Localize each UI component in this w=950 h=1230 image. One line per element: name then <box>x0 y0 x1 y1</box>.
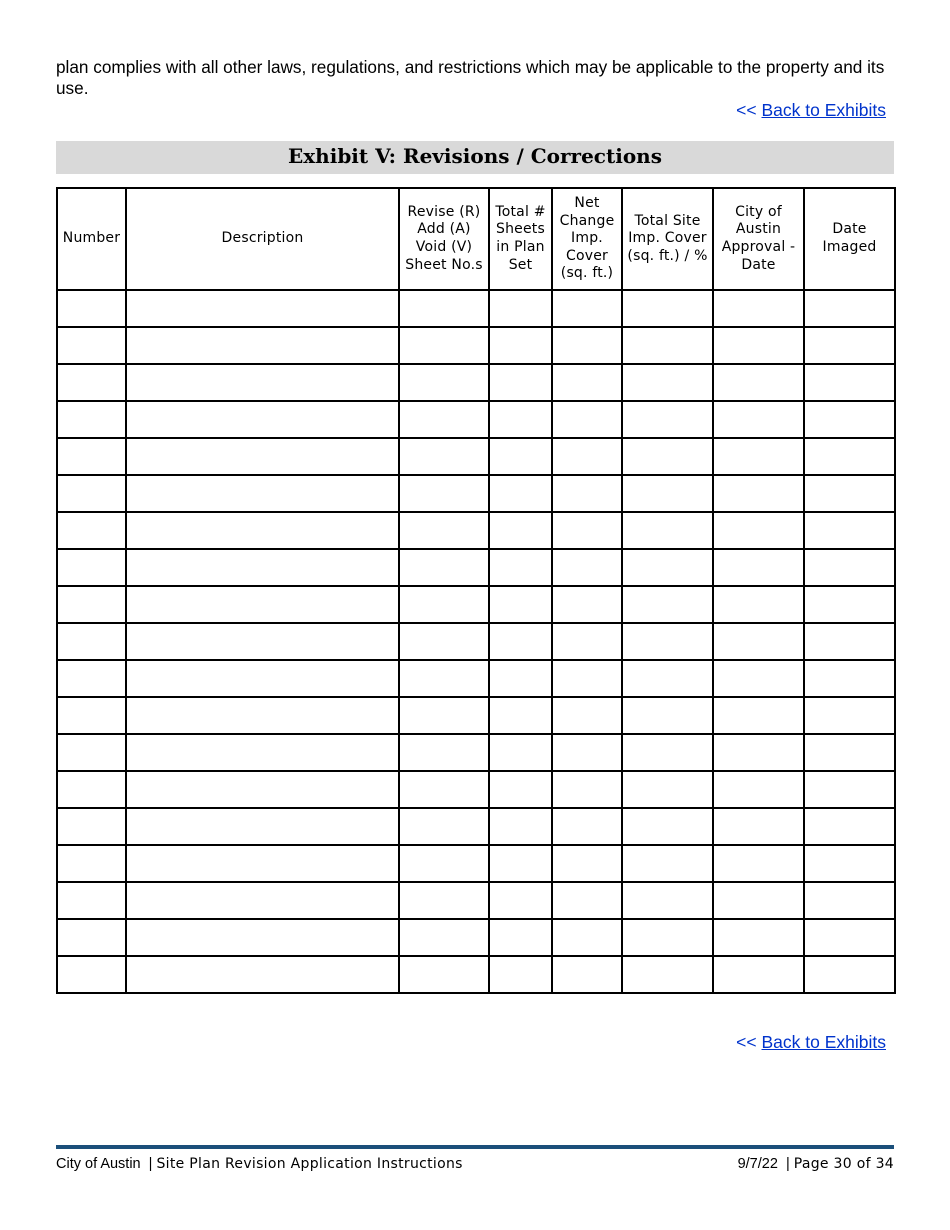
cell-description[interactable] <box>126 327 399 364</box>
header-label-line: Change <box>559 212 615 229</box>
cell-approval-date[interactable] <box>713 956 804 993</box>
cell-net-change-cover[interactable] <box>552 586 622 623</box>
header-label-line: Sheet No.s <box>405 256 483 273</box>
cell-date-imaged[interactable] <box>804 586 895 623</box>
table-row <box>57 475 895 512</box>
table-row <box>57 364 895 401</box>
cell-net-change-cover[interactable] <box>552 364 622 401</box>
table-row <box>57 401 895 438</box>
cell-description[interactable] <box>126 512 399 549</box>
cell-net-change-cover[interactable] <box>552 623 622 660</box>
cell-date-imaged[interactable] <box>804 956 895 993</box>
cell-number[interactable] <box>57 475 126 512</box>
cell-total-site-cover[interactable] <box>622 549 713 586</box>
cell-net-change-cover[interactable] <box>552 808 622 845</box>
cell-net-change-cover[interactable] <box>552 697 622 734</box>
cell-approval-date[interactable] <box>713 586 804 623</box>
cell-description[interactable] <box>126 808 399 845</box>
cell-total-site-cover[interactable] <box>622 290 713 327</box>
cell-number[interactable] <box>57 697 126 734</box>
table-row <box>57 697 895 734</box>
header-label-line: Total # <box>495 203 546 220</box>
cell-sheet-nos[interactable] <box>399 882 489 919</box>
cell-approval-date[interactable] <box>713 327 804 364</box>
cell-sheet-nos[interactable] <box>399 475 489 512</box>
cell-description[interactable] <box>126 290 399 327</box>
cell-number[interactable] <box>57 919 126 956</box>
cell-date-imaged[interactable] <box>804 919 895 956</box>
cell-total-sheets[interactable] <box>489 623 552 660</box>
back-to-exhibits-top[interactable] <box>736 100 886 121</box>
cell-approval-date[interactable] <box>713 512 804 549</box>
cell-description[interactable] <box>126 919 399 956</box>
cell-date-imaged[interactable] <box>804 660 895 697</box>
table-row <box>57 660 895 697</box>
cell-date-imaged[interactable] <box>804 475 895 512</box>
cell-description[interactable] <box>126 364 399 401</box>
header-label-line: Cover <box>566 247 608 264</box>
cell-description[interactable] <box>126 475 399 512</box>
cell-number[interactable] <box>57 512 126 549</box>
cell-net-change-cover[interactable] <box>552 290 622 327</box>
cell-date-imaged[interactable] <box>804 290 895 327</box>
cell-approval-date[interactable] <box>713 549 804 586</box>
cell-number[interactable] <box>57 660 126 697</box>
cell-net-change-cover[interactable] <box>552 771 622 808</box>
header-label-line: Void (V) <box>415 239 473 255</box>
footer-date: 9/7/22 <box>737 1156 778 1172</box>
cell-sheet-nos[interactable] <box>399 956 489 993</box>
back-to-exhibits-bottom[interactable] <box>736 1032 886 1053</box>
header-label-line: Set <box>508 256 533 273</box>
cell-total-sheets[interactable] <box>489 808 552 845</box>
cell-net-change-cover[interactable] <box>552 956 622 993</box>
header-label-line: in Plan <box>496 239 545 255</box>
cell-date-imaged[interactable] <box>804 808 895 845</box>
cell-number[interactable] <box>57 808 126 845</box>
cell-approval-date[interactable] <box>713 475 804 512</box>
cell-description[interactable] <box>126 882 399 919</box>
cell-number[interactable] <box>57 290 126 327</box>
cell-total-sheets[interactable] <box>489 364 552 401</box>
footer-separator: | <box>785 1156 790 1172</box>
cell-number[interactable] <box>57 623 126 660</box>
cell-date-imaged[interactable] <box>804 364 895 401</box>
revisions-table <box>56 187 896 994</box>
table-row <box>57 623 895 660</box>
cell-description[interactable] <box>126 549 399 586</box>
cell-number[interactable] <box>57 882 126 919</box>
cell-date-imaged[interactable] <box>804 734 895 771</box>
exhibit-title: Exhibit V: Revisions / Corrections <box>56 141 894 174</box>
cell-number[interactable] <box>57 364 126 401</box>
cell-approval-date[interactable] <box>713 623 804 660</box>
cell-total-sheets[interactable] <box>489 549 552 586</box>
table-row <box>57 512 895 549</box>
cell-number[interactable] <box>57 401 126 438</box>
header-label-line: Imaged <box>822 239 877 255</box>
header-label-line: City of <box>735 203 782 220</box>
cell-date-imaged[interactable] <box>804 845 895 882</box>
cell-date-imaged[interactable] <box>804 327 895 364</box>
header-label-line: (sq. ft.) / % <box>627 247 708 264</box>
cell-net-change-cover[interactable] <box>552 438 622 475</box>
cell-total-site-cover[interactable] <box>622 623 713 660</box>
cell-description[interactable] <box>126 956 399 993</box>
cell-total-sheets[interactable] <box>489 919 552 956</box>
header-description <box>126 188 399 290</box>
cell-total-site-cover[interactable] <box>622 660 713 697</box>
back-to-exhibits-link[interactable]: Back to Exhibits <box>761 100 886 120</box>
header-net-change-cover <box>552 188 622 290</box>
cell-total-sheets[interactable] <box>489 512 552 549</box>
cell-approval-date[interactable] <box>713 401 804 438</box>
cell-approval-date[interactable] <box>713 660 804 697</box>
table-row <box>57 586 895 623</box>
table-row <box>57 290 895 327</box>
cell-net-change-cover[interactable] <box>552 401 622 438</box>
cell-approval-date[interactable] <box>713 771 804 808</box>
cell-net-change-cover[interactable] <box>552 549 622 586</box>
cell-date-imaged[interactable] <box>804 549 895 586</box>
cell-total-site-cover[interactable] <box>622 808 713 845</box>
back-arrows: << <box>736 100 757 120</box>
header-label-line: Austin <box>735 221 782 238</box>
cell-description[interactable] <box>126 401 399 438</box>
cell-total-site-cover[interactable] <box>622 882 713 919</box>
cell-total-sheets[interactable] <box>489 845 552 882</box>
cell-sheet-nos[interactable] <box>399 623 489 660</box>
cell-sheet-nos[interactable] <box>399 845 489 882</box>
cell-total-site-cover[interactable] <box>622 364 713 401</box>
footer-doc-title: Site Plan Revision Application Instructions <box>156 1156 463 1172</box>
cell-number[interactable] <box>57 327 126 364</box>
cell-total-site-cover[interactable] <box>622 438 713 475</box>
cell-sheet-nos[interactable] <box>399 438 489 475</box>
cell-net-change-cover[interactable] <box>552 882 622 919</box>
cell-date-imaged[interactable] <box>804 623 895 660</box>
cell-total-sheets[interactable] <box>489 882 552 919</box>
cell-number[interactable] <box>57 734 126 771</box>
header-total-site-cover <box>622 188 713 290</box>
cell-sheet-nos[interactable] <box>399 512 489 549</box>
cell-date-imaged[interactable] <box>804 771 895 808</box>
cell-number[interactable] <box>57 586 126 623</box>
cell-total-site-cover[interactable] <box>622 771 713 808</box>
cell-total-sheets[interactable] <box>489 586 552 623</box>
cell-sheet-nos[interactable] <box>399 290 489 327</box>
cell-total-site-cover[interactable] <box>622 734 713 771</box>
header-label-line: Date <box>741 256 776 273</box>
cell-net-change-cover[interactable] <box>552 327 622 364</box>
cell-sheet-nos[interactable] <box>399 586 489 623</box>
cell-total-site-cover[interactable] <box>622 697 713 734</box>
header-label-line: Imp. Cover <box>628 230 707 247</box>
cell-description[interactable] <box>126 586 399 623</box>
footer-left <box>56 1156 463 1172</box>
cell-description[interactable] <box>126 734 399 771</box>
header-date-imaged <box>804 188 895 290</box>
cell-total-site-cover[interactable] <box>622 586 713 623</box>
cell-total-sheets[interactable] <box>489 771 552 808</box>
header-label-line: Imp. <box>571 230 603 247</box>
header-sheet-nos <box>399 188 489 290</box>
header-label-line: Total Site <box>634 212 701 229</box>
table-row <box>57 438 895 475</box>
header-label-line: Add (A) <box>417 221 471 238</box>
cell-sheet-nos[interactable] <box>399 364 489 401</box>
cell-net-change-cover[interactable] <box>552 475 622 512</box>
header-label-line: Number <box>62 230 121 247</box>
cell-total-site-cover[interactable] <box>622 401 713 438</box>
cell-date-imaged[interactable] <box>804 401 895 438</box>
cell-sheet-nos[interactable] <box>399 549 489 586</box>
cell-total-sheets[interactable] <box>489 956 552 993</box>
table-row <box>57 808 895 845</box>
cell-total-sheets[interactable] <box>489 290 552 327</box>
cell-description[interactable] <box>126 438 399 475</box>
cell-net-change-cover[interactable] <box>552 660 622 697</box>
header-approval-date <box>713 188 804 290</box>
cell-description[interactable] <box>126 660 399 697</box>
cell-total-sheets[interactable] <box>489 438 552 475</box>
table-row <box>57 327 895 364</box>
cell-total-sheets[interactable] <box>489 697 552 734</box>
cell-approval-date[interactable] <box>713 808 804 845</box>
cell-date-imaged[interactable] <box>804 882 895 919</box>
intro-paragraph: plan complies with all other laws, regulations, and restrictions which may be applicable to the property and its use. <box>56 57 885 98</box>
cell-sheet-nos[interactable] <box>399 327 489 364</box>
table-row <box>57 771 895 808</box>
cell-number[interactable] <box>57 956 126 993</box>
cell-total-sheets[interactable] <box>489 660 552 697</box>
cell-description[interactable] <box>126 771 399 808</box>
footer-right <box>738 1156 894 1172</box>
cell-total-site-cover[interactable] <box>622 327 713 364</box>
footer-org: City of Austin <box>56 1156 141 1172</box>
cell-sheet-nos[interactable] <box>399 771 489 808</box>
cell-net-change-cover[interactable] <box>552 845 622 882</box>
header-label-line: Revise (R) <box>407 203 481 220</box>
back-arrows: << <box>736 1032 757 1052</box>
cell-total-site-cover[interactable] <box>622 475 713 512</box>
header-label-line: Approval - <box>721 239 796 255</box>
cell-sheet-nos[interactable] <box>399 919 489 956</box>
header-label-line: Date <box>832 221 867 238</box>
cell-approval-date[interactable] <box>713 697 804 734</box>
cell-description[interactable] <box>126 845 399 882</box>
cell-approval-date[interactable] <box>713 845 804 882</box>
cell-sheet-nos[interactable] <box>399 808 489 845</box>
cell-date-imaged[interactable] <box>804 438 895 475</box>
table-row <box>57 956 895 993</box>
cell-sheet-nos[interactable] <box>399 401 489 438</box>
cell-approval-date[interactable] <box>713 919 804 956</box>
header-label-line: Net <box>574 195 600 212</box>
cell-total-sheets[interactable] <box>489 475 552 512</box>
cell-number[interactable] <box>57 549 126 586</box>
header-label-line: Sheets <box>496 221 545 238</box>
table-body <box>57 290 895 993</box>
cell-total-sheets[interactable] <box>489 401 552 438</box>
cell-sheet-nos[interactable] <box>399 660 489 697</box>
table-row <box>57 549 895 586</box>
cell-description[interactable] <box>126 623 399 660</box>
table-header-row <box>57 188 895 290</box>
cell-description[interactable] <box>126 697 399 734</box>
footer-rule <box>56 1145 894 1149</box>
header-number <box>57 188 126 290</box>
cell-approval-date[interactable] <box>713 438 804 475</box>
cell-date-imaged[interactable] <box>804 512 895 549</box>
cell-total-site-cover[interactable] <box>622 956 713 993</box>
footer-page-number: Page 30 of 34 <box>793 1156 894 1172</box>
cell-total-sheets[interactable] <box>489 327 552 364</box>
table-row <box>57 734 895 771</box>
cell-total-sheets[interactable] <box>489 734 552 771</box>
cell-net-change-cover[interactable] <box>552 919 622 956</box>
cell-total-site-cover[interactable] <box>622 512 713 549</box>
cell-sheet-nos[interactable] <box>399 697 489 734</box>
header-label-line: (sq. ft.) <box>560 265 614 282</box>
cell-number[interactable] <box>57 845 126 882</box>
header-total-sheets <box>489 188 552 290</box>
footer-separator: | <box>148 1156 153 1172</box>
cell-approval-date[interactable] <box>713 734 804 771</box>
table-row <box>57 882 895 919</box>
back-to-exhibits-link[interactable]: Back to Exhibits <box>761 1032 886 1052</box>
table-row <box>57 919 895 956</box>
cell-approval-date[interactable] <box>713 364 804 401</box>
cell-total-site-cover[interactable] <box>622 845 713 882</box>
cell-approval-date[interactable] <box>713 882 804 919</box>
cell-approval-date[interactable] <box>713 290 804 327</box>
cell-net-change-cover[interactable] <box>552 512 622 549</box>
cell-net-change-cover[interactable] <box>552 734 622 771</box>
cell-total-site-cover[interactable] <box>622 919 713 956</box>
table-row <box>57 845 895 882</box>
header-label-line: Description <box>221 230 304 247</box>
cell-sheet-nos[interactable] <box>399 734 489 771</box>
cell-date-imaged[interactable] <box>804 697 895 734</box>
cell-number[interactable] <box>57 771 126 808</box>
cell-number[interactable] <box>57 438 126 475</box>
